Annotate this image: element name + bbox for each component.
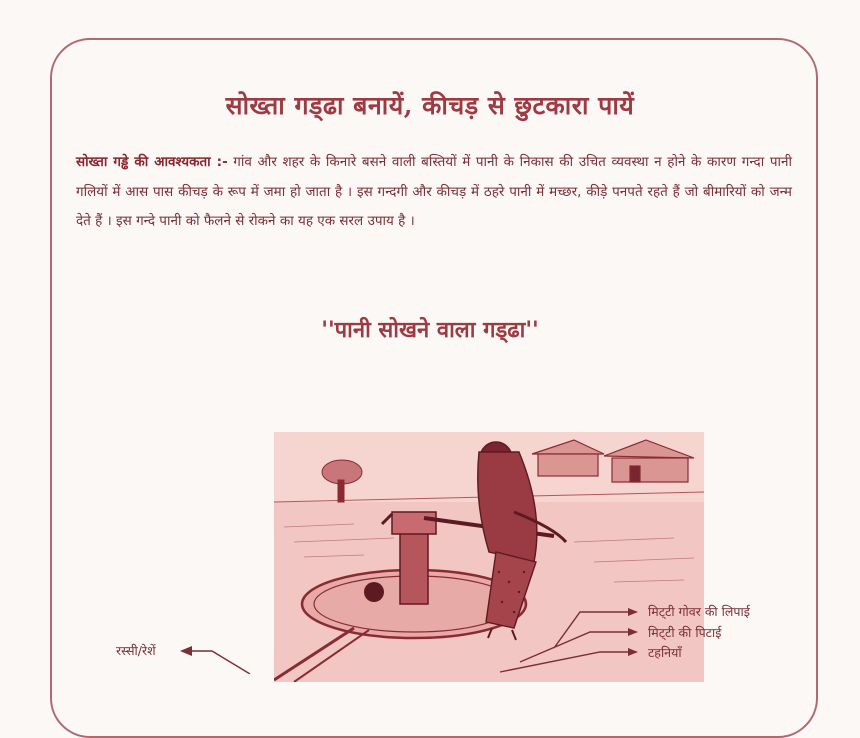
hand-pump-illustration xyxy=(274,432,704,682)
label-mud-ramming: मिट्‌टी की पिटाई xyxy=(648,625,722,640)
label-twigs: टहनियाँ xyxy=(648,645,682,660)
section-subtitle: ''पानी सोखने वाला गड्‌ढा'' xyxy=(321,317,539,343)
label-rope-fiber: रस्सी/रेशें xyxy=(116,643,156,658)
paragraph-body: गांव और शहर के किनारे बसने वाली बस्तियों में पानी के निकास की उचित व्यवस्था न होने के कारण गन्दा पानी गलियों में आस पास कीचड़ के रूप में जमा हो जाता है । इस गन्दगी और कीचड़ में ठहरे पानी में मच्छर, कीड़े पनपते रहते हैं जो बीमारियों को जन्म देते हैं । इस गन्दे पानी को फैलने से रोकने का यह एक सरल उपाय है । xyxy=(76,154,792,229)
paragraph-lead: सोख्ता गड्ढे की आवश्यकता :- xyxy=(76,154,228,170)
label-mud-dung-plaster: मिट्‌टी गोवर की लिपाई xyxy=(648,604,750,619)
intro-paragraph xyxy=(76,148,792,237)
page-title: सोख्ता गड्‌ढा बनायें, कीचड़ से छुटकारा पायें xyxy=(225,91,635,120)
